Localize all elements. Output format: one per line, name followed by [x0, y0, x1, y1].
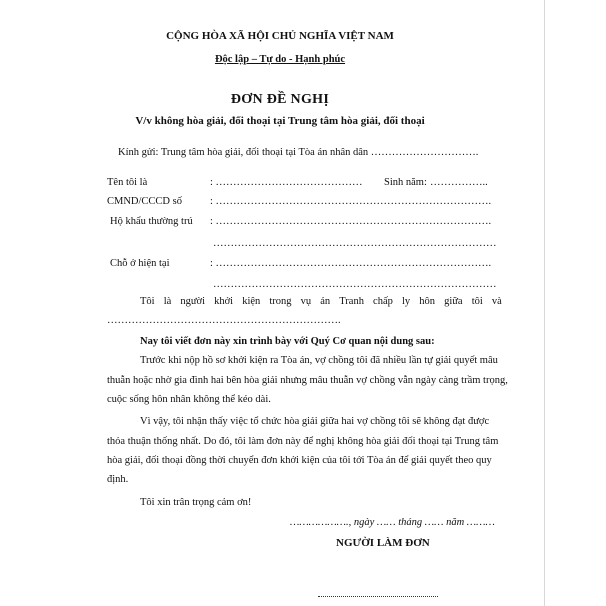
- paragraph-1-line-2: thuẫn hoặc nhờ gia đình hai bên hòa giải nhưng mâu thuẫn vợ chồng vẫn ngày càng trầm trọng,: [107, 375, 508, 386]
- paragraph-2-line-4: định.: [107, 474, 129, 485]
- paragraph-1-line-3: cuộc sống hôn nhân không thể kéo dài.: [107, 394, 271, 405]
- id-number-label: CMND/CCCD số: [107, 196, 182, 207]
- intro-word: ly: [401, 296, 411, 307]
- intro-word: và: [491, 296, 502, 307]
- name-label: Tên tôi là: [107, 177, 148, 188]
- intro-word: Tranh: [339, 296, 364, 307]
- national-motto: [70, 54, 490, 65]
- current-address-value-line-2: ………………………………………………………………………: [213, 279, 497, 290]
- intro-word: trong: [269, 296, 292, 307]
- intro-word: tôi: [471, 296, 483, 307]
- signature-dotted-line: [318, 596, 438, 597]
- page-edge-divider: [544, 0, 545, 606]
- paragraph-1-line-1: Trước khi nộp hồ sơ khởi kiện ra Tòa án, vợ chồng tôi đã nhiều lần tự giải quyết mâu: [140, 355, 498, 366]
- national-title: CỘNG HÒA XÃ HỘI CHỦ NGHĨA VIỆT NAM: [166, 30, 394, 42]
- intro-word: vụ: [300, 296, 312, 307]
- intro-word: hôn: [419, 296, 435, 307]
- intro-word: Tôi: [140, 296, 155, 307]
- residence-label: Hộ khẩu thường trú: [110, 216, 193, 227]
- residence-value-line-1: : …………………………………………………………………….: [210, 216, 492, 227]
- thanks-line: Tôi xin trân trọng cảm ơn!: [140, 497, 252, 508]
- birth-year-value: ……………..: [430, 177, 488, 188]
- date-line: ………………., ngày …… tháng …… năm ………: [290, 517, 495, 528]
- motto-text: Độc lập – Tự do - Hạnh phúc: [214, 54, 346, 65]
- intro-word: giữa: [444, 296, 463, 307]
- id-number-value: : …………………………………………………………………….: [210, 196, 492, 207]
- document-title: ĐƠN ĐỀ NGHỊ: [230, 92, 330, 107]
- intro-word: là: [163, 296, 172, 307]
- addressee-line: Kính gửi: Trung tâm hòa giải, đối thoại tại Tòa án nhân dân ………………………….: [118, 147, 479, 158]
- paragraph-2-line-2: thỏa thuận thống nhất. Do đó, tôi làm đơn này để nghị không hòa giải đối thoại tại Trung tâm: [107, 436, 499, 447]
- name-value: : ……………………………………: [210, 177, 363, 188]
- residence-value-line-2: ………………………………………………………………………: [213, 238, 497, 249]
- current-address-label: Chỗ ở hiện tại: [110, 258, 170, 269]
- intro-word: khởi: [214, 296, 234, 307]
- intro-continuation: ………………………………………………………….: [107, 315, 341, 326]
- paragraph-2-line-1: Vì vậy, tôi nhận thấy việc tổ chức hòa giải giữa hai vợ chồng tôi sẽ không đạt được: [140, 416, 490, 427]
- intro-word: chấp: [373, 296, 393, 307]
- paragraph-2-line-3: hòa giải, đối thoại đồng thời chuyển đơn khởi kiện của tôi tới Tòa án để giải quyết theo quy: [107, 455, 492, 466]
- birth-year-label: Sinh năm:: [384, 177, 427, 188]
- intro-sentence: [140, 293, 502, 311]
- document-subject: V/v không hòa giải, đối thoại tại Trung tâm hòa giải, đối thoại: [135, 115, 425, 127]
- intro-word: kiện: [242, 296, 261, 307]
- signer-label: NGƯỜI LÀM ĐƠN: [336, 537, 430, 549]
- request-heading: Nay tôi viết đơn này xin trình bày với Quý Cơ quan nội dung sau:: [140, 336, 435, 347]
- current-address-value-line-1: : …………………………………………………………………….: [210, 258, 492, 269]
- intro-word: án: [320, 296, 331, 307]
- intro-word: người: [180, 296, 206, 307]
